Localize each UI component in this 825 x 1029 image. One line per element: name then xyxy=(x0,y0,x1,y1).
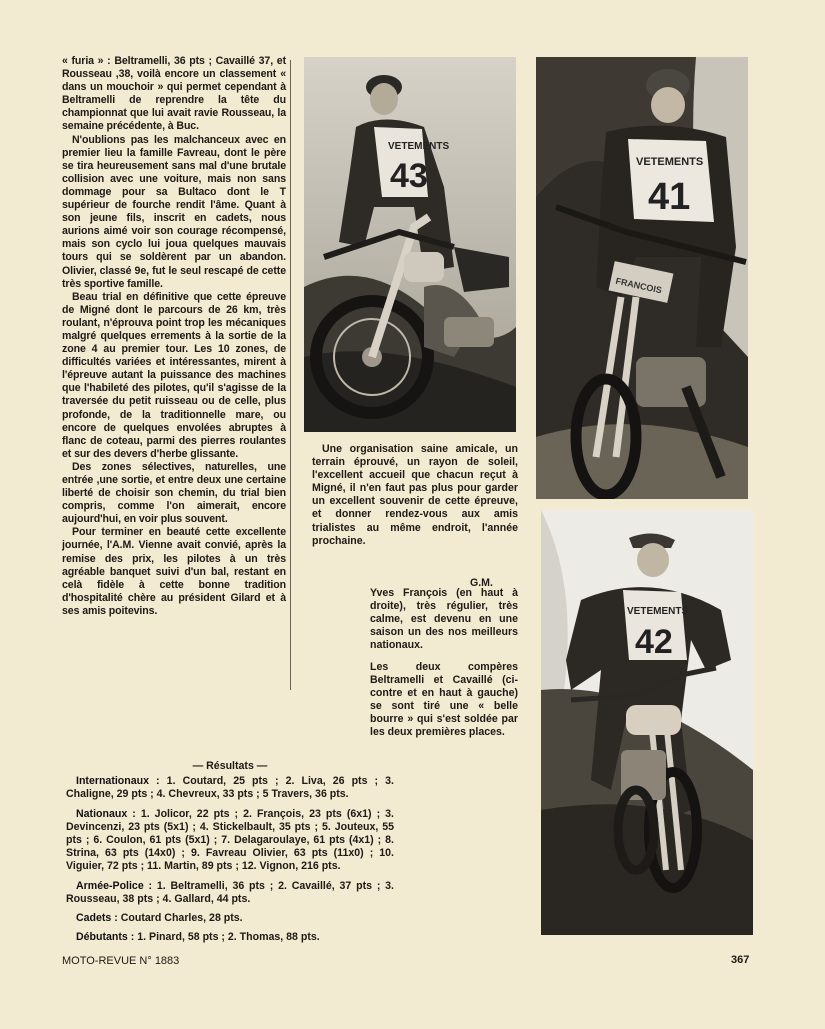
author-signature: G.M. xyxy=(470,577,493,589)
bib-text: VETEMENTS xyxy=(388,141,450,152)
results-cadets xyxy=(66,912,394,925)
photo-rider-43 xyxy=(304,57,516,432)
article-paragraph: Des zones sélectives, naturelles, une entrée ,une sortie, et entre deux une certaine liberté de choisir son chemin, du trial bien compris, comme l'on aimerait, encore aujourd'hui, en voir plus souvent. xyxy=(62,460,286,526)
photo-captions xyxy=(370,587,518,748)
results-label: Nationaux : xyxy=(76,807,136,820)
results-label: Débutants : xyxy=(76,931,135,944)
results-armee-police xyxy=(66,880,394,906)
page-number: 367 xyxy=(731,954,750,966)
results-label: Internationaux : xyxy=(76,775,160,788)
results-text: 1. Jolicor, 22 pts ; 2. François, 23 pts (6x1) ; 3. Devincenzi, 23 pts (5x1) ; 4. Stickelbault, 35 pts ; 5. Jouteux, 55 pts ; 6. Coulon, 61 pts (5x1) ; 7. Delagaroulaye, 61 pts (4x1) ; 8. Strina, 63 pts (14x0) ; 9. Favreau Olivier, 63 pts (11x0) ; 10. Viguier, 72 pts ; 11. Martin, 89 pts ; 12. Vignon, 216 pts. xyxy=(66,807,394,873)
bib-number: 43 xyxy=(390,157,428,195)
article-paragraph: Beau trial en définitive que cette épreuve de Migné dont le parcours de 26 km, très roulant, n'éprouva point trop les mécaniques malgré quelques errements à la sortie de la zone 4 au premier tour. Les 10 zones, de difficultés variées et intéressantes, mirent à l'épreuve autant la puissance des machines que l'habileté des pilotes, qu'il s'agisse de la traversée du petit ruisseau ou de celle, plus profonde, de la traditionnelle mare, ou encore de quelques envolées abruptes à flanc de coteau, parmi des pierres roulantes et sur des devers d'herbe glissante. xyxy=(62,290,286,460)
photo-rider-42 xyxy=(541,510,753,935)
bib-text: VETEMENTS xyxy=(627,606,689,617)
article-paragraph: Pour terminer en beauté cette excellente journée, l'A.M. Vienne avait convié, après la remise des prix, les pilotes à un très agréable banquet suivi d'un bal, restant en celà fidèle à cette bonne tradition d'hospitalité chère au président Gilard et à ses amis poitevins. xyxy=(62,526,286,617)
svg-text:FRANCOIS: FRANCOIS xyxy=(614,275,663,296)
results-block xyxy=(66,760,394,950)
magazine-issue: MOTO-REVUE N° 1883 xyxy=(62,955,180,967)
results-text: 1. Coutard, 25 pts ; 2. Liva, 26 pts ; 3. Chaligne, 29 pts ; 4. Chevreux, 33 pts ; 5 Travers, 36 pts. xyxy=(66,775,394,801)
caption-beltramelli-cavaille: Les deux compères Beltramelli et Cavaillé (ci-contre et en haut à gauche) se sont tiré une « belle bourre » qui s'est soldée par les deux premières places. xyxy=(370,661,518,738)
bib-number: 41 xyxy=(648,176,691,218)
closing-paragraph xyxy=(312,443,518,548)
article-column xyxy=(62,55,286,618)
results-nationaux xyxy=(66,808,394,874)
bib-number: 42 xyxy=(635,623,673,661)
caption-francois: Yves François (en haut à droite), très régulier, très calme, est devenu en une saison un des nos meilleurs nationaux. xyxy=(370,587,518,651)
article-paragraph: « furia » : Beltramelli, 36 pts ; Cavaillé 37, et Rousseau ,38, voilà encore un classement « dans un mouchoir » qui permet cependant à Beltramelli de reprendre la tête du championnat que lui avait ravie Rousseau, la semaine précédente, à Buc. xyxy=(62,55,286,133)
article-paragraph: N'oublions pas les malchanceux avec en premier lieu la famille Favreau, dont le père se tira heureusement sans mal d'une brutale collision avec une voiture, mais non sans dommage pour sa Bultaco dont le T supérieur de fourche rendit l'âme. Quant à son jeune fils, inscrit en cadets, nous aurions aimé voir son courage récompensé, mais son cyclo lui joua quelques mauvais tours qui se soldèrent par un abandon. Olivier, classé 9e, fut le seul rescapé de cette très sportive famille. xyxy=(62,133,286,290)
column-divider xyxy=(290,60,291,690)
closing-text: Une organisation saine amicale, un terrain éprouvé, un rayon de soleil, l'excellent accueil que chacun reçut à Migné, il n'en faut pas plus pour garder un excellent souvenir de cette épreuve, et donner rendez-vous aux amis trialistes au même endroit, l'année prochaine. xyxy=(312,443,518,547)
results-debutants xyxy=(66,931,394,944)
bib-text: VETEMENTS xyxy=(636,156,704,168)
results-text: 1. Beltramelli, 36 pts ; 2. Cavaillé, 37 pts ; 3. Rousseau, 38 pts ; 4. Gallard, 44 pts. xyxy=(66,879,394,905)
results-text: 1. Pinard, 58 pts ; 2. Thomas, 88 pts. xyxy=(137,931,320,944)
photo-rider-41 xyxy=(536,57,748,499)
results-title: — Résultats — xyxy=(192,760,268,772)
results-text: Coutard Charles, 28 pts. xyxy=(120,912,243,925)
results-label: Armée-Police : xyxy=(76,879,153,892)
results-label: Cadets : xyxy=(76,912,118,925)
results-internationaux xyxy=(66,775,394,801)
